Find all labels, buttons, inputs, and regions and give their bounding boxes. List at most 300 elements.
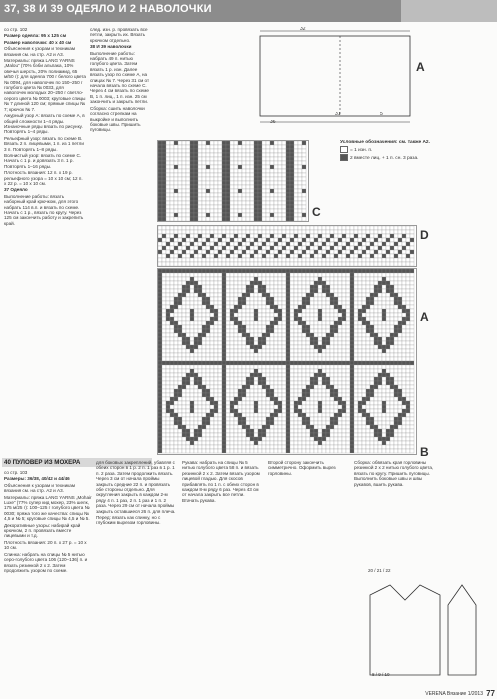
chart-cell <box>326 238 330 242</box>
chart-cell <box>302 185 306 189</box>
chart-cell <box>206 393 210 397</box>
chart-cell <box>194 329 198 333</box>
chart-cell <box>282 381 286 385</box>
chart-cell <box>370 337 374 341</box>
chart-cell <box>334 413 338 417</box>
chart-cell <box>246 401 250 405</box>
chart-cell <box>266 365 270 369</box>
chart-cell <box>402 329 406 333</box>
chart-cell <box>402 301 406 305</box>
chart-cell <box>278 353 282 357</box>
chart-cell <box>214 333 218 337</box>
chart-cell <box>246 381 250 385</box>
chart-cell <box>278 409 282 413</box>
chart-cell <box>390 349 394 353</box>
chart-cell <box>294 385 298 389</box>
chart-cell <box>238 405 242 409</box>
chart-cell <box>398 437 402 441</box>
header-tab-strip <box>401 0 497 22</box>
chart-cell <box>250 273 254 277</box>
chart-cell <box>286 269 290 273</box>
chart-cell <box>298 445 302 449</box>
chart-cell <box>270 238 274 242</box>
chart-cell <box>410 250 414 254</box>
chart-cell <box>302 226 306 230</box>
chart-cell <box>398 262 402 266</box>
chart-cell <box>218 353 222 357</box>
s40-back: Спинка: набрать на спицы № 5 нитью серо-голубого цвета 106 (120–136) п. и вязать резинкой 2 х 2. Затем продолжить узором по схеме. <box>4 551 88 573</box>
chart-cell <box>406 437 410 441</box>
chart-cell <box>358 285 362 289</box>
chart-cell <box>242 149 246 153</box>
chart-cell <box>230 173 234 177</box>
chart-cell <box>338 409 342 413</box>
chart-cell <box>178 409 182 413</box>
chart-cell <box>354 413 358 417</box>
chart-cell <box>378 381 382 385</box>
chart-cell <box>186 189 190 193</box>
chart-cell <box>270 397 274 401</box>
chart-cell <box>386 441 390 445</box>
chart-cell <box>342 281 346 285</box>
chart-cell <box>370 246 374 250</box>
chart-cell <box>170 209 174 213</box>
chart-cell <box>358 234 362 238</box>
chart-cell <box>338 313 342 317</box>
chart-cell <box>290 213 294 217</box>
chart-cell <box>282 345 286 349</box>
chart-cell <box>166 321 170 325</box>
chart-cell <box>350 381 354 385</box>
chart-cell <box>322 269 326 273</box>
chart-cell <box>182 226 186 230</box>
chart-cell <box>206 173 210 177</box>
chart-cell <box>182 361 186 365</box>
chart-cell <box>238 250 242 254</box>
chart-cell <box>170 281 174 285</box>
legend-item-1: = 1 изн. п. <box>340 146 490 154</box>
chart-cell <box>210 385 214 389</box>
chart-cell <box>158 277 162 281</box>
chart-cell <box>370 433 374 437</box>
chart-cell <box>194 433 198 437</box>
chart-cell <box>302 321 306 325</box>
chart-cell <box>406 254 410 258</box>
chart-cell <box>178 193 182 197</box>
chart-cell <box>330 273 334 277</box>
chart-cell <box>358 425 362 429</box>
chart-cell <box>206 433 210 437</box>
chart-cell <box>258 209 262 213</box>
chart-cell <box>190 429 194 433</box>
chart-cell <box>206 337 210 341</box>
chart-cell <box>222 365 226 369</box>
chart-cell <box>214 369 218 373</box>
chart-cell <box>342 401 346 405</box>
chart-cell <box>250 353 254 357</box>
chart-cell <box>294 353 298 357</box>
chart-cell <box>254 173 258 177</box>
chart-cell <box>362 421 366 425</box>
chart-cell <box>402 361 406 365</box>
chart-cell <box>338 246 342 250</box>
chart-cell <box>182 185 186 189</box>
chart-cell <box>366 273 370 277</box>
chart-cell <box>222 238 226 242</box>
chart-cell <box>222 321 226 325</box>
chart-cell <box>274 185 278 189</box>
chart-cell <box>158 397 162 401</box>
chart-cell <box>194 441 198 445</box>
chart-cell <box>366 329 370 333</box>
chart-cell <box>206 213 210 217</box>
chart-cell <box>402 449 406 453</box>
chart-cell <box>230 405 234 409</box>
chart-cell <box>254 369 258 373</box>
chart-cell <box>250 289 254 293</box>
chart-cell <box>194 333 198 337</box>
chart-cell <box>386 429 390 433</box>
chart-cell <box>294 381 298 385</box>
chart-cell <box>162 333 166 337</box>
chart-cell <box>170 373 174 377</box>
chart-cell <box>302 189 306 193</box>
chart-cell <box>166 373 170 377</box>
chart-cell <box>210 369 214 373</box>
chart-cell <box>302 246 306 250</box>
chart-cell <box>350 258 354 262</box>
chart-cell <box>234 373 238 377</box>
chart-cell <box>230 289 234 293</box>
chart-cell <box>302 157 306 161</box>
chart-cell <box>186 389 190 393</box>
chart-cell <box>362 317 366 321</box>
chart-cell <box>266 234 270 238</box>
chart-cell <box>286 217 290 221</box>
chart-cell <box>302 230 306 234</box>
chart-cell <box>170 141 174 145</box>
chart-cell <box>254 161 258 165</box>
chart-cell <box>346 361 350 365</box>
chart-cell <box>402 309 406 313</box>
chart-cell <box>266 421 270 425</box>
chart-cell <box>178 437 182 441</box>
chart-cell <box>278 317 282 321</box>
chart-cell <box>190 369 194 373</box>
chart-cell <box>290 377 294 381</box>
chart-cell <box>254 149 258 153</box>
chart-cell <box>378 285 382 289</box>
chart-cell <box>278 189 282 193</box>
chart-cell <box>314 373 318 377</box>
chart-cell <box>346 242 350 246</box>
chart-cell <box>186 301 190 305</box>
chart-cell <box>362 361 366 365</box>
chart-cell <box>342 325 346 329</box>
chart-cell <box>186 254 190 258</box>
chart-cell <box>326 230 330 234</box>
chart-cell <box>210 377 214 381</box>
chart-cell <box>210 313 214 317</box>
chart-cell <box>358 329 362 333</box>
chart-cell <box>302 254 306 258</box>
chart-cell <box>378 333 382 337</box>
chart-cell <box>178 197 182 201</box>
chart-cell <box>410 441 414 445</box>
chart-cell <box>186 421 190 425</box>
chart-cell <box>254 169 258 173</box>
chart-cell <box>290 262 294 266</box>
chart-cell <box>222 429 226 433</box>
chart-cell <box>366 381 370 385</box>
chart-cell <box>342 309 346 313</box>
chart-cell <box>218 185 222 189</box>
chart-cell <box>198 149 202 153</box>
chart-cell <box>286 337 290 341</box>
chart-cell <box>274 157 278 161</box>
chart-cell <box>310 329 314 333</box>
chart-cell <box>230 337 234 341</box>
chart-cell <box>350 309 354 313</box>
chart-cell <box>282 437 286 441</box>
chart-cell <box>170 449 174 453</box>
chart-cell <box>278 341 282 345</box>
chart-cell <box>158 226 162 230</box>
chart-cell <box>310 369 314 373</box>
chart-cell <box>410 234 414 238</box>
chart-cell <box>278 441 282 445</box>
chart-cell <box>406 313 410 317</box>
chart-cell <box>182 205 186 209</box>
chart-cell <box>194 258 198 262</box>
chart-cell <box>298 437 302 441</box>
chart-cell <box>230 238 234 242</box>
chart-cell <box>286 205 290 209</box>
chart-cell <box>162 389 166 393</box>
chart-cell <box>310 405 314 409</box>
chart-cell <box>278 413 282 417</box>
chart-cell <box>230 365 234 369</box>
chart-cell <box>202 449 206 453</box>
chart-cell <box>254 254 258 258</box>
chart-cell <box>262 397 266 401</box>
chart-cell <box>286 313 290 317</box>
chart-cell <box>242 369 246 373</box>
chart-cell <box>166 230 170 234</box>
chart-cell <box>226 313 230 317</box>
chart-cell <box>398 373 402 377</box>
chart-cell <box>398 369 402 373</box>
chart-cell <box>170 254 174 258</box>
chart-cell <box>158 361 162 365</box>
chart-cell <box>390 285 394 289</box>
chart-cell <box>198 258 202 262</box>
chart-cell <box>162 189 166 193</box>
chart-cell <box>174 157 178 161</box>
chart-cell <box>298 238 302 242</box>
chart-cell <box>182 437 186 441</box>
chart-cell <box>218 429 222 433</box>
chart-cell <box>210 289 214 293</box>
chart-cell <box>250 293 254 297</box>
chart-cell <box>298 425 302 429</box>
chart-cell <box>222 361 226 365</box>
chart-cell <box>230 209 234 213</box>
chart-cell <box>166 437 170 441</box>
chart-cell <box>270 373 274 377</box>
chart-cell <box>294 201 298 205</box>
chart-cell <box>358 353 362 357</box>
chart-cell <box>322 345 326 349</box>
chart-cell <box>226 389 230 393</box>
chart-cell <box>190 189 194 193</box>
chart-cell <box>314 250 318 254</box>
chart-cell <box>294 289 298 293</box>
chart-cell <box>198 305 202 309</box>
chart-cell <box>218 149 222 153</box>
chart-cell <box>278 385 282 389</box>
chart-cell <box>250 145 254 149</box>
chart-cell <box>306 277 310 281</box>
chart-cell <box>198 189 202 193</box>
chart-cell <box>258 433 262 437</box>
lace-a-text: Ажурный узор A: вязать по схеме A, в общей сложности 1–4 ряды. Изнаночные ряды вязать по рисунку. Повторять 1–4 ряды. <box>4 113 85 135</box>
chart-cell <box>226 226 230 230</box>
chart-cell <box>270 401 274 405</box>
chart-cell <box>402 381 406 385</box>
chart-cell <box>294 238 298 242</box>
chart-cell <box>206 313 210 317</box>
chart-cell <box>270 413 274 417</box>
chart-cell <box>374 365 378 369</box>
chart-cell <box>202 349 206 353</box>
chart-cell <box>366 325 370 329</box>
chart-cell <box>346 449 350 453</box>
chart-cell <box>306 377 310 381</box>
chart-cell <box>394 242 398 246</box>
chart-cell <box>306 409 310 413</box>
chart-cell <box>258 297 262 301</box>
section-37-heading: 37 Одеяло <box>4 187 28 193</box>
chart-cell <box>162 165 166 169</box>
chart-cell <box>406 246 410 250</box>
chart-cell <box>214 234 218 238</box>
chart-cell <box>274 254 278 258</box>
chart-cell <box>290 269 294 273</box>
chart-cell <box>270 361 274 365</box>
chart-cell <box>314 353 318 357</box>
chart-cell <box>254 285 258 289</box>
chart-cell <box>234 197 238 201</box>
chart-cell <box>206 401 210 405</box>
chart-cell <box>218 441 222 445</box>
chart-cell <box>338 445 342 449</box>
chart-cell <box>326 246 330 250</box>
chart-cell <box>246 234 250 238</box>
chart-cell <box>226 258 230 262</box>
chart-cell <box>302 250 306 254</box>
chart-cell <box>214 405 218 409</box>
chart-cell <box>170 230 174 234</box>
chart-cell <box>278 269 282 273</box>
chart-cell <box>330 341 334 345</box>
chart-cell <box>174 201 178 205</box>
chart-cell <box>350 262 354 266</box>
chart-cell <box>250 305 254 309</box>
chart-cell <box>250 181 254 185</box>
chart-cell <box>306 329 310 333</box>
chart-cell <box>178 349 182 353</box>
chart-cell <box>246 285 250 289</box>
chart-cell <box>166 433 170 437</box>
chart-cell <box>206 277 210 281</box>
chart-cell <box>222 385 226 389</box>
chart-cell <box>378 397 382 401</box>
chart-cell <box>238 301 242 305</box>
chart-cell <box>222 246 226 250</box>
chart-cell <box>366 397 370 401</box>
chart-cell <box>226 317 230 321</box>
chart-cell <box>254 401 258 405</box>
chart-cell <box>274 341 278 345</box>
chart-cell <box>346 377 350 381</box>
chart-cell <box>354 289 358 293</box>
chart-cell <box>318 293 322 297</box>
chart-cell <box>378 365 382 369</box>
chart-cell <box>302 397 306 401</box>
s40-border: Декоративные узоры: набирай край крючком, 2 п. провязать вместе лицевыми и т.д. <box>4 522 81 539</box>
chart-cell <box>370 365 374 369</box>
chart-cell <box>310 293 314 297</box>
chart-cell <box>394 445 398 449</box>
chart-cell <box>302 357 306 361</box>
chart-cell <box>382 297 386 301</box>
chart-cell <box>250 369 254 373</box>
chart-cell <box>210 321 214 325</box>
chart-cell <box>274 141 278 145</box>
chart-cell <box>202 385 206 389</box>
chart-cell <box>214 141 218 145</box>
chart-cell <box>374 373 378 377</box>
chart-cell <box>238 238 242 242</box>
chart-cell <box>226 173 230 177</box>
chart-cell <box>222 234 226 238</box>
chart-cell <box>266 281 270 285</box>
chart-cell <box>254 145 258 149</box>
chart-cell <box>366 250 370 254</box>
chart-cell <box>250 309 254 313</box>
chart-cell <box>222 313 226 317</box>
chart-cell <box>250 157 254 161</box>
chart-cell <box>358 449 362 453</box>
chart-cell <box>238 357 242 361</box>
chart-cell <box>238 305 242 309</box>
chart-cell <box>190 329 194 333</box>
chart-cell <box>178 145 182 149</box>
chart-cell <box>194 250 198 254</box>
chart-cell <box>410 262 414 266</box>
chart-cell <box>174 293 178 297</box>
chart-cell <box>158 205 162 209</box>
chart-cell <box>322 349 326 353</box>
chart-cell <box>218 250 222 254</box>
chart-cell <box>306 389 310 393</box>
chart-cell <box>326 385 330 389</box>
chart-cell <box>410 325 414 329</box>
chart-cell <box>262 365 266 369</box>
chart-cell <box>262 333 266 337</box>
chart-cell <box>290 425 294 429</box>
